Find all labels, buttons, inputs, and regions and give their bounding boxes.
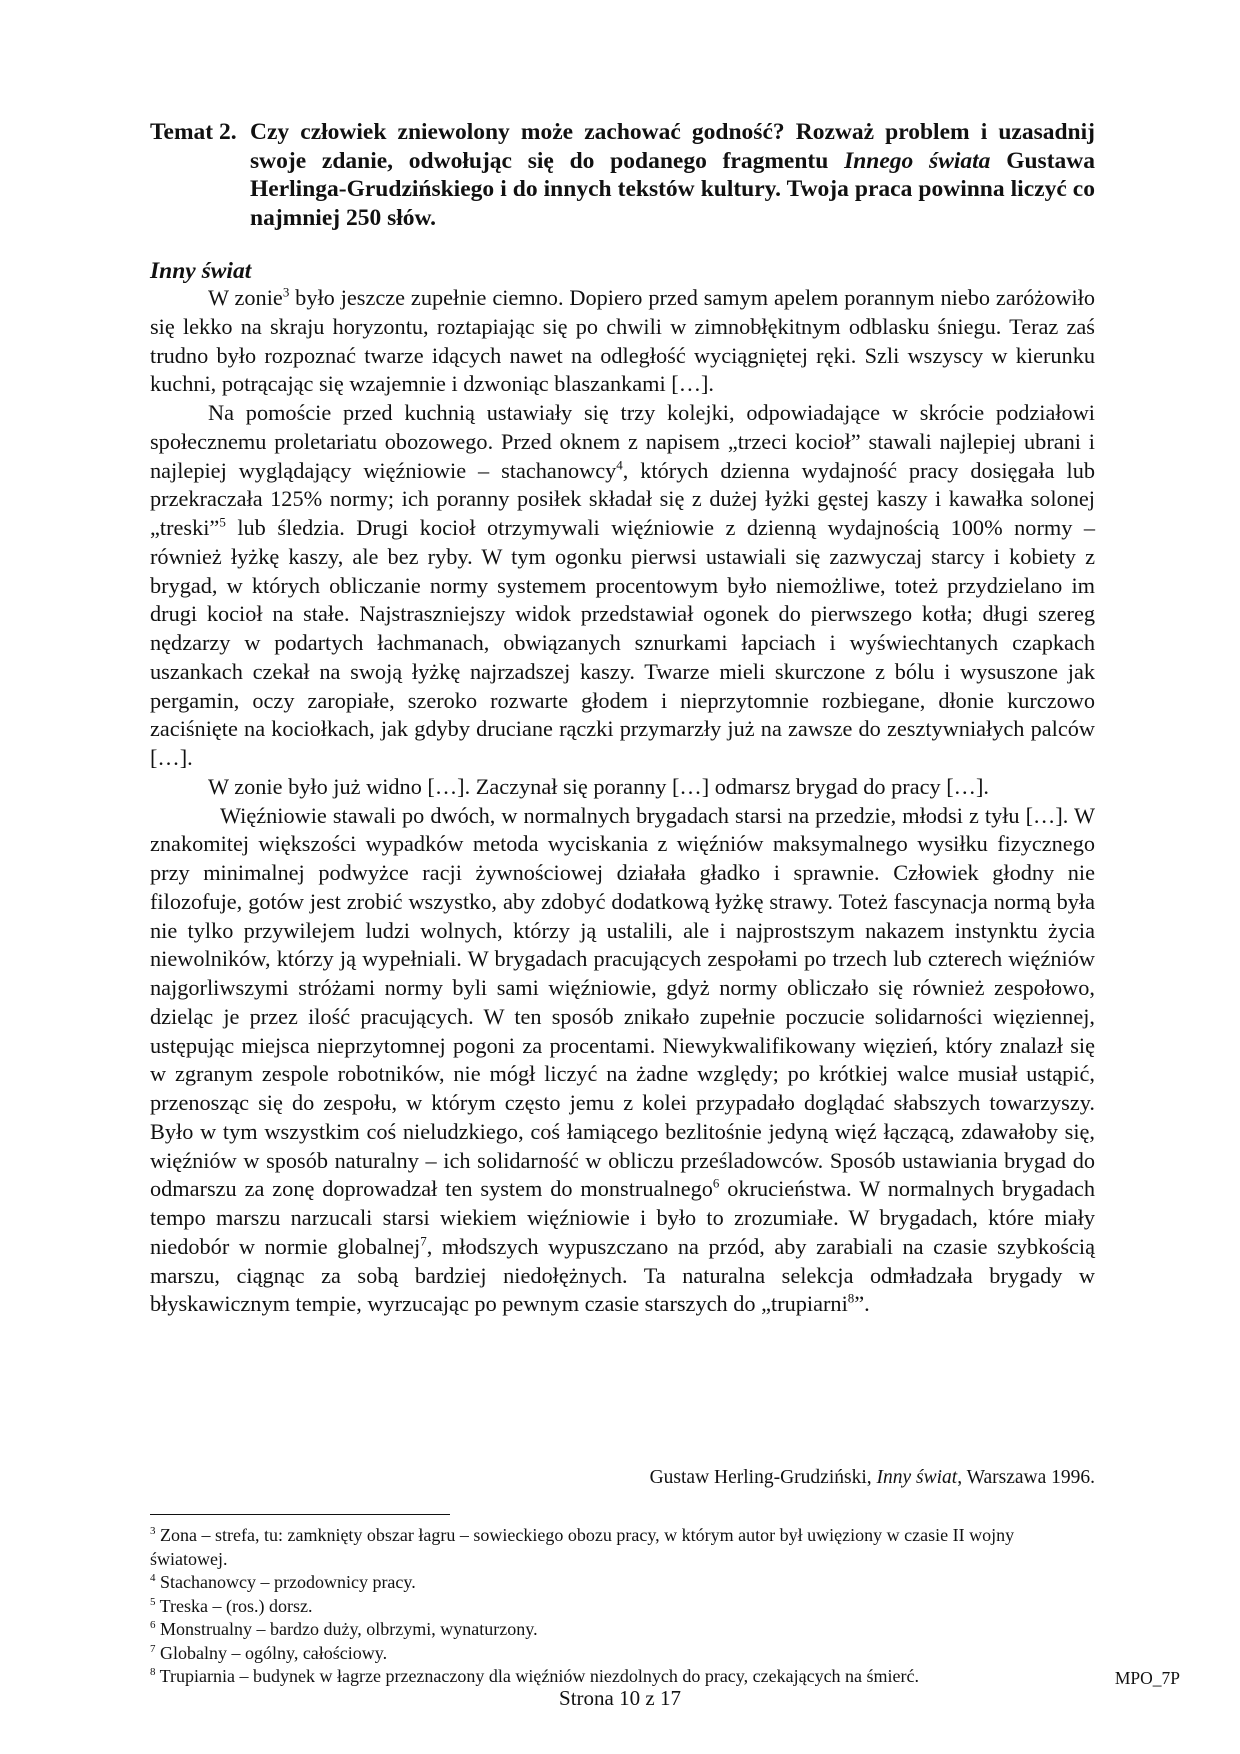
topic-work-title: Innego świata (844, 147, 991, 174)
footnote-ref: 6 (712, 1175, 720, 1191)
footnote-divider (150, 1514, 450, 1515)
paragraph-1: W zonie$^3$ było jeszcze zupełnie ciemno. Dopiero przed samym apelem porannym niebo zaróżowiło się lekko na skraju horyzontu, roztapiając się po chwili w zimnobłękitnym odblasku śniegu. Teraz zaś trudno było rozpoznać twarze idących nawet na odległość wyciągniętej ręki. Szli wszyscy w kierunku kuchni, potrącając się wzajemnie i dzwoniąc blaszankami […]. (150, 284, 1095, 397)
footnote-ref: 5 (219, 514, 226, 530)
paragraph-2: Na pomoście przed kuchnią ustawiały się trzy kolejki, odpowiadające w skrócie podziałowi społecznemu proletariatu obozowego. Przed oknem z napisem „trzeci kocioł” stawali najlepiej ubrani i najlepiej wyglądający więźniowie – stachanowcy$^4$, których dzienna wydajność pracy dosięgała lub przekraczała 125% normy; ich poranny posiłek składał się z dużej łyżki gęstej kaszy i kawałka solonej „treski”$^5$ lub śledzia. Drugi kocioł otrzymywali więźniowie z dzienną wydajnością 100% normy – również łyżkę kaszy, ale bez ryby. W tym ogonku pierwsi ustawiali się zazwyczaj starcy i kobiety z brygad, w których obliczanie normy systemem procentowym było niemożliwe, toteż przydzielano im drugi kocioł na stałe. Najstraszniejszy widok przedstawiał ogonek do pierwszego kotła; długi szereg nędzarzy w podartych łachmanach, obwiązanych sznurkami łapciach i wyświechtanych czapkach uszankach czekał na swoją łyżkę najrzadszej kaszy. Twarze mieli skurczone z bólu i wysuszone jak pergamin, oczy zaropiałe, szeroko rozwarte głodem i nieprzytomnie rozbiegane, dłonie kurczowo zaciśnięte na kociołkach, jak gdyby druciane rączki przymarzły już na zawsze do zesztywniałych palców […]. (150, 400, 1096, 770)
page-number: Strona 10 z 17 (559, 1686, 681, 1710)
footnote-ref: 7 (420, 1233, 427, 1249)
footnote-ref: 3 (282, 284, 290, 300)
topic-heading (150, 118, 1095, 232)
footnote-ref: 8 (847, 1290, 855, 1306)
paragraph-3: W zonie było już widno […]. Zaczynał się poranny […] odmarsz brygad do pracy […]. (208, 773, 989, 799)
topic-number: Temat 2. (150, 119, 237, 145)
excerpt-title: Inny świat (150, 258, 252, 284)
footnote-ref: 4 (616, 457, 623, 473)
source-citation: Gustaw Herling-Grudziński, Inny świat, Warszawa 1996. (649, 1467, 1095, 1488)
footnote-8: $^8$ Trupiarnia – budynek w łagrze przeznaczony dla więźniów niezdolnych do pracy, czekających na śmierć. (150, 1666, 920, 1686)
topic-text: Czy człowiek zniewolony może zachować godność? Rozważ problem i uzasadnij swoje zdanie, odwołując się do podanego fragmentu Innego świata Gustawa Herlinga-Grudzińskiego i do innych tekstów kultury. Twoja praca powinna liczyć co najmniej 250 słów. (250, 119, 1095, 231)
footnote-4: $^4$ Stachanowcy – przodownicy pracy. (150, 1572, 416, 1592)
excerpt-text (150, 284, 1095, 1319)
page-code: MPO_7P (1114, 1668, 1180, 1688)
footnote-6: $^6$ Monstrualny – bardzo duży, olbrzymi, wynaturzony. (150, 1619, 538, 1639)
footnotes (150, 1524, 1095, 1689)
footnote-5: $^5$ Treska – (ros.) dorsz. (150, 1595, 313, 1616)
footnote-7: $^7$ Globalny – ogólny, całościowy. (150, 1642, 388, 1663)
footnote-3: $^3$ Zona – strefa, tu: zamknięty obszar łagru – sowieckiego obozu pracy, w którym autor był uwięziony w czasie II wojny światowej. (150, 1525, 1015, 1569)
paragraph-4: Więźniowie stawali po dwóch, w normalnych brygadach starsi na przedzie, młodsi z tyłu […]. W znakomitej większości wypadków metoda wyciskania z więźniów maksymalnego wysiłku fizycznego przy minimalnej podwyżce racji żywnościowej działała gładko i sprawnie. Człowiek głodny nie filozofuje, gotów jest zrobić wszystko, aby zdobyć dodatkową łyżkę strawy. Toteż fascynacja normą była nie tylko przywilejem ludzi wolnych, którzy ją ustalili, ale i najprostszym nakazem instynktu życia niewolników, którzy ją wypełniali. W brygadach pracujących zespołami po trzech lub czterech więźniów najgorliwszymi stróżami normy byli sami więźniowie, gdyż normy obliczało się również zespołowo, dzieląc je przez ilość pracujących. W ten sposób znikało zupełnie poczucie solidarności więziennej, ustępując miejsca nieprzytomnej pogoni za procentami. Niewykwalifikowany więzień, który znalazł się w zgranym zespole robotników, nie mógł liczyć na żadne względy; po krótkiej walce musiał ustąpić, przenosząc się do zespołu, w którym często jemu z kolei przypadało doglądać słabszych towarzyszy. Było w tym wszystkim coś nieludzkiego, coś łamiącego bezlitośnie jedyną więź łączącą, zdawałoby się, więźniów w sposób naturalny – ich solidarność w obliczu prześladowców. Sposób ustawiania brygad do odmarszu za zonę doprowadzał ten system do monstrualnego$^6$ okrucieństwa. W normalnych brygadach tempo marszu narzucali starsi wiekiem więźniowie i było to zrozumiałe. W brygadach, które miały niedobór w normie globalnej$^7$, młodszych wypuszczano na przód, aby zarabiali na czasie szybkością marszu, ciągnąc za sobą bardziej niedołężnych. Ta naturalna selekcja odmładzała brygady w błyskawicznym tempie, wyrzucając po pewnym czasie starszych do „trupiarni$^8$”. (150, 802, 1096, 1317)
